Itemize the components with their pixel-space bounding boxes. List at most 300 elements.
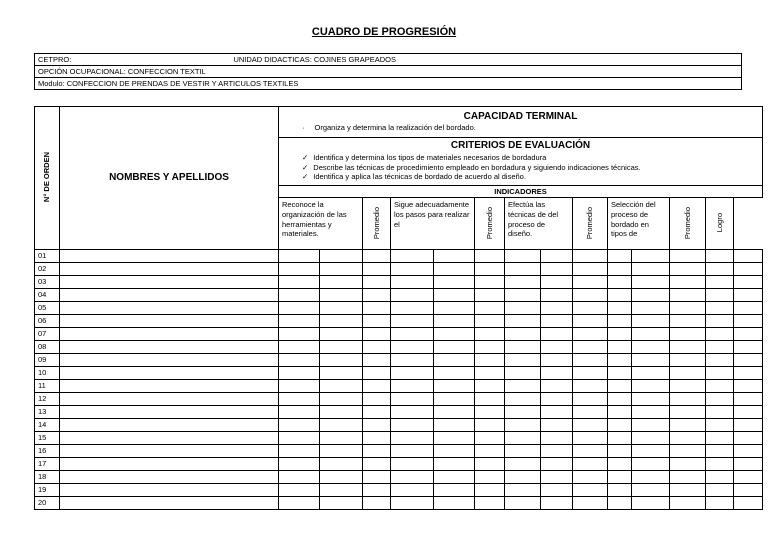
grade-cell[interactable] — [363, 302, 391, 315]
grade-cell[interactable] — [434, 458, 475, 471]
grade-cell[interactable] — [434, 471, 475, 484]
grade-cell[interactable] — [320, 432, 363, 445]
grade-cell[interactable] — [541, 367, 573, 380]
grade-cell[interactable] — [505, 445, 541, 458]
grade-cell[interactable] — [670, 328, 706, 341]
grade-cell[interactable] — [391, 393, 434, 406]
student-name-cell[interactable] — [60, 406, 279, 419]
grade-cell[interactable] — [608, 380, 632, 393]
grade-cell[interactable] — [734, 354, 763, 367]
grade-cell[interactable] — [505, 432, 541, 445]
grade-cell[interactable] — [475, 367, 505, 380]
grade-cell[interactable] — [475, 406, 505, 419]
grade-cell[interactable] — [632, 276, 670, 289]
grade-cell[interactable] — [363, 315, 391, 328]
grade-cell[interactable] — [632, 354, 670, 367]
grade-cell[interactable] — [475, 432, 505, 445]
grade-cell[interactable] — [670, 497, 706, 510]
grade-cell[interactable] — [573, 341, 608, 354]
grade-cell[interactable] — [670, 302, 706, 315]
grade-cell[interactable] — [608, 484, 632, 497]
grade-cell[interactable] — [391, 445, 434, 458]
grade-cell[interactable] — [505, 471, 541, 484]
grade-cell[interactable] — [434, 445, 475, 458]
grade-cell[interactable] — [706, 276, 734, 289]
grade-cell[interactable] — [670, 406, 706, 419]
grade-cell[interactable] — [734, 315, 763, 328]
grade-cell[interactable] — [706, 289, 734, 302]
grade-cell[interactable] — [434, 419, 475, 432]
grade-cell[interactable] — [706, 263, 734, 276]
grade-cell[interactable] — [706, 497, 734, 510]
grade-cell[interactable] — [670, 276, 706, 289]
grade-cell[interactable] — [279, 432, 320, 445]
grade-cell[interactable] — [505, 276, 541, 289]
grade-cell[interactable] — [541, 458, 573, 471]
grade-cell[interactable] — [279, 471, 320, 484]
grade-cell[interactable] — [505, 406, 541, 419]
grade-cell[interactable] — [541, 250, 573, 263]
grade-cell[interactable] — [434, 354, 475, 367]
grade-cell[interactable] — [706, 406, 734, 419]
grade-cell[interactable] — [573, 445, 608, 458]
grade-cell[interactable] — [391, 497, 434, 510]
grade-cell[interactable] — [434, 250, 475, 263]
grade-cell[interactable] — [475, 341, 505, 354]
grade-cell[interactable] — [279, 250, 320, 263]
grade-cell[interactable] — [573, 484, 608, 497]
grade-cell[interactable] — [608, 315, 632, 328]
grade-cell[interactable] — [734, 328, 763, 341]
grade-cell[interactable] — [670, 393, 706, 406]
grade-cell[interactable] — [434, 484, 475, 497]
grade-cell[interactable] — [363, 354, 391, 367]
grade-cell[interactable] — [706, 432, 734, 445]
student-name-cell[interactable] — [60, 419, 279, 432]
grade-cell[interactable] — [608, 497, 632, 510]
grade-cell[interactable] — [608, 445, 632, 458]
grade-cell[interactable] — [734, 393, 763, 406]
grade-cell[interactable] — [505, 302, 541, 315]
grade-cell[interactable] — [706, 419, 734, 432]
grade-cell[interactable] — [541, 341, 573, 354]
grade-cell[interactable] — [279, 406, 320, 419]
grade-cell[interactable] — [670, 341, 706, 354]
grade-cell[interactable] — [734, 276, 763, 289]
grade-cell[interactable] — [391, 289, 434, 302]
grade-cell[interactable] — [706, 393, 734, 406]
grade-cell[interactable] — [608, 419, 632, 432]
student-name-cell[interactable] — [60, 263, 279, 276]
grade-cell[interactable] — [734, 419, 763, 432]
grade-cell[interactable] — [434, 315, 475, 328]
student-name-cell[interactable] — [60, 458, 279, 471]
grade-cell[interactable] — [279, 393, 320, 406]
grade-cell[interactable] — [734, 263, 763, 276]
student-name-cell[interactable] — [60, 302, 279, 315]
grade-cell[interactable] — [320, 263, 363, 276]
grade-cell[interactable] — [505, 393, 541, 406]
grade-cell[interactable] — [434, 380, 475, 393]
grade-cell[interactable] — [541, 315, 573, 328]
grade-cell[interactable] — [608, 393, 632, 406]
grade-cell[interactable] — [320, 445, 363, 458]
grade-cell[interactable] — [434, 302, 475, 315]
grade-cell[interactable] — [434, 497, 475, 510]
grade-cell[interactable] — [670, 419, 706, 432]
grade-cell[interactable] — [670, 289, 706, 302]
grade-cell[interactable] — [279, 445, 320, 458]
grade-cell[interactable] — [734, 367, 763, 380]
grade-cell[interactable] — [573, 263, 608, 276]
grade-cell[interactable] — [279, 341, 320, 354]
grade-cell[interactable] — [391, 354, 434, 367]
student-name-cell[interactable] — [60, 276, 279, 289]
grade-cell[interactable] — [734, 302, 763, 315]
grade-cell[interactable] — [363, 393, 391, 406]
grade-cell[interactable] — [505, 341, 541, 354]
grade-cell[interactable] — [734, 484, 763, 497]
grade-cell[interactable] — [670, 354, 706, 367]
grade-cell[interactable] — [706, 315, 734, 328]
grade-cell[interactable] — [475, 497, 505, 510]
grade-cell[interactable] — [541, 263, 573, 276]
grade-cell[interactable] — [670, 432, 706, 445]
grade-cell[interactable] — [434, 406, 475, 419]
grade-cell[interactable] — [541, 497, 573, 510]
student-name-cell[interactable] — [60, 380, 279, 393]
grade-cell[interactable] — [573, 393, 608, 406]
grade-cell[interactable] — [320, 406, 363, 419]
grade-cell[interactable] — [363, 276, 391, 289]
grade-cell[interactable] — [608, 328, 632, 341]
grade-cell[interactable] — [320, 328, 363, 341]
grade-cell[interactable] — [505, 367, 541, 380]
grade-cell[interactable] — [279, 380, 320, 393]
grade-cell[interactable] — [475, 458, 505, 471]
grade-cell[interactable] — [608, 263, 632, 276]
grade-cell[interactable] — [541, 471, 573, 484]
grade-cell[interactable] — [391, 315, 434, 328]
grade-cell[interactable] — [541, 445, 573, 458]
grade-cell[interactable] — [632, 380, 670, 393]
grade-cell[interactable] — [706, 471, 734, 484]
grade-cell[interactable] — [475, 354, 505, 367]
grade-cell[interactable] — [541, 328, 573, 341]
grade-cell[interactable] — [434, 367, 475, 380]
grade-cell[interactable] — [632, 328, 670, 341]
grade-cell[interactable] — [632, 367, 670, 380]
grade-cell[interactable] — [632, 432, 670, 445]
grade-cell[interactable] — [541, 276, 573, 289]
grade-cell[interactable] — [608, 367, 632, 380]
grade-cell[interactable] — [363, 367, 391, 380]
grade-cell[interactable] — [632, 263, 670, 276]
grade-cell[interactable] — [632, 250, 670, 263]
grade-cell[interactable] — [320, 497, 363, 510]
grade-cell[interactable] — [363, 406, 391, 419]
grade-cell[interactable] — [734, 458, 763, 471]
grade-cell[interactable] — [632, 315, 670, 328]
grade-cell[interactable] — [391, 341, 434, 354]
grade-cell[interactable] — [320, 315, 363, 328]
grade-cell[interactable] — [632, 471, 670, 484]
grade-cell[interactable] — [573, 406, 608, 419]
grade-cell[interactable] — [279, 354, 320, 367]
grade-cell[interactable] — [391, 419, 434, 432]
grade-cell[interactable] — [734, 406, 763, 419]
grade-cell[interactable] — [320, 250, 363, 263]
grade-cell[interactable] — [279, 276, 320, 289]
grade-cell[interactable] — [706, 328, 734, 341]
grade-cell[interactable] — [541, 432, 573, 445]
grade-cell[interactable] — [391, 432, 434, 445]
grade-cell[interactable] — [670, 458, 706, 471]
grade-cell[interactable] — [573, 302, 608, 315]
grade-cell[interactable] — [505, 484, 541, 497]
grade-cell[interactable] — [541, 484, 573, 497]
grade-cell[interactable] — [505, 250, 541, 263]
grade-cell[interactable] — [573, 250, 608, 263]
student-name-cell[interactable] — [60, 328, 279, 341]
grade-cell[interactable] — [434, 432, 475, 445]
grade-cell[interactable] — [391, 471, 434, 484]
grade-cell[interactable] — [734, 250, 763, 263]
grade-cell[interactable] — [706, 250, 734, 263]
grade-cell[interactable] — [608, 302, 632, 315]
grade-cell[interactable] — [279, 419, 320, 432]
grade-cell[interactable] — [608, 250, 632, 263]
grade-cell[interactable] — [279, 458, 320, 471]
grade-cell[interactable] — [434, 289, 475, 302]
grade-cell[interactable] — [505, 289, 541, 302]
grade-cell[interactable] — [734, 289, 763, 302]
grade-cell[interactable] — [434, 276, 475, 289]
grade-cell[interactable] — [608, 341, 632, 354]
grade-cell[interactable] — [434, 328, 475, 341]
grade-cell[interactable] — [363, 250, 391, 263]
grade-cell[interactable] — [670, 471, 706, 484]
grade-cell[interactable] — [434, 263, 475, 276]
grade-cell[interactable] — [279, 484, 320, 497]
grade-cell[interactable] — [632, 484, 670, 497]
grade-cell[interactable] — [706, 341, 734, 354]
grade-cell[interactable] — [391, 328, 434, 341]
grade-cell[interactable] — [573, 354, 608, 367]
grade-cell[interactable] — [475, 419, 505, 432]
grade-cell[interactable] — [279, 289, 320, 302]
grade-cell[interactable] — [608, 432, 632, 445]
grade-cell[interactable] — [363, 458, 391, 471]
grade-cell[interactable] — [279, 315, 320, 328]
grade-cell[interactable] — [320, 471, 363, 484]
grade-cell[interactable] — [320, 393, 363, 406]
grade-cell[interactable] — [541, 406, 573, 419]
grade-cell[interactable] — [573, 497, 608, 510]
grade-cell[interactable] — [670, 445, 706, 458]
grade-cell[interactable] — [608, 276, 632, 289]
grade-cell[interactable] — [475, 393, 505, 406]
grade-cell[interactable] — [734, 471, 763, 484]
grade-cell[interactable] — [279, 497, 320, 510]
grade-cell[interactable] — [475, 302, 505, 315]
grade-cell[interactable] — [706, 380, 734, 393]
grade-cell[interactable] — [391, 458, 434, 471]
grade-cell[interactable] — [541, 289, 573, 302]
grade-cell[interactable] — [391, 367, 434, 380]
grade-cell[interactable] — [475, 263, 505, 276]
grade-cell[interactable] — [320, 458, 363, 471]
grade-cell[interactable] — [391, 484, 434, 497]
grade-cell[interactable] — [363, 432, 391, 445]
student-name-cell[interactable] — [60, 445, 279, 458]
student-name-cell[interactable] — [60, 393, 279, 406]
grade-cell[interactable] — [391, 380, 434, 393]
student-name-cell[interactable] — [60, 250, 279, 263]
grade-cell[interactable] — [670, 484, 706, 497]
grade-cell[interactable] — [541, 302, 573, 315]
grade-cell[interactable] — [505, 315, 541, 328]
grade-cell[interactable] — [573, 471, 608, 484]
grade-cell[interactable] — [632, 419, 670, 432]
grade-cell[interactable] — [475, 484, 505, 497]
grade-cell[interactable] — [320, 341, 363, 354]
grade-cell[interactable] — [632, 497, 670, 510]
grade-cell[interactable] — [608, 406, 632, 419]
grade-cell[interactable] — [279, 263, 320, 276]
grade-cell[interactable] — [573, 419, 608, 432]
grade-cell[interactable] — [475, 471, 505, 484]
grade-cell[interactable] — [279, 302, 320, 315]
grade-cell[interactable] — [363, 484, 391, 497]
grade-cell[interactable] — [734, 445, 763, 458]
student-name-cell[interactable] — [60, 315, 279, 328]
grade-cell[interactable] — [706, 445, 734, 458]
grade-cell[interactable] — [706, 302, 734, 315]
grade-cell[interactable] — [363, 328, 391, 341]
grade-cell[interactable] — [632, 341, 670, 354]
grade-cell[interactable] — [391, 302, 434, 315]
student-name-cell[interactable] — [60, 354, 279, 367]
grade-cell[interactable] — [541, 419, 573, 432]
grade-cell[interactable] — [541, 380, 573, 393]
grade-cell[interactable] — [320, 289, 363, 302]
grade-cell[interactable] — [573, 380, 608, 393]
grade-cell[interactable] — [670, 250, 706, 263]
student-name-cell[interactable] — [60, 289, 279, 302]
grade-cell[interactable] — [706, 484, 734, 497]
grade-cell[interactable] — [505, 458, 541, 471]
grade-cell[interactable] — [734, 380, 763, 393]
grade-cell[interactable] — [706, 354, 734, 367]
student-name-cell[interactable] — [60, 484, 279, 497]
grade-cell[interactable] — [706, 458, 734, 471]
grade-cell[interactable] — [391, 263, 434, 276]
grade-cell[interactable] — [363, 263, 391, 276]
grade-cell[interactable] — [573, 328, 608, 341]
grade-cell[interactable] — [632, 302, 670, 315]
grade-cell[interactable] — [320, 354, 363, 367]
student-name-cell[interactable] — [60, 341, 279, 354]
grade-cell[interactable] — [475, 276, 505, 289]
grade-cell[interactable] — [320, 419, 363, 432]
grade-cell[interactable] — [391, 250, 434, 263]
grade-cell[interactable] — [573, 458, 608, 471]
student-name-cell[interactable] — [60, 497, 279, 510]
grade-cell[interactable] — [608, 354, 632, 367]
grade-cell[interactable] — [363, 445, 391, 458]
grade-cell[interactable] — [608, 289, 632, 302]
grade-cell[interactable] — [706, 367, 734, 380]
grade-cell[interactable] — [320, 367, 363, 380]
grade-cell[interactable] — [391, 276, 434, 289]
grade-cell[interactable] — [632, 393, 670, 406]
grade-cell[interactable] — [475, 380, 505, 393]
grade-cell[interactable] — [475, 328, 505, 341]
grade-cell[interactable] — [320, 484, 363, 497]
student-name-cell[interactable] — [60, 432, 279, 445]
grade-cell[interactable] — [670, 263, 706, 276]
grade-cell[interactable] — [363, 341, 391, 354]
grade-cell[interactable] — [505, 419, 541, 432]
grade-cell[interactable] — [475, 315, 505, 328]
grade-cell[interactable] — [608, 458, 632, 471]
grade-cell[interactable] — [573, 315, 608, 328]
grade-cell[interactable] — [734, 432, 763, 445]
grade-cell[interactable] — [434, 341, 475, 354]
student-name-cell[interactable] — [60, 471, 279, 484]
grade-cell[interactable] — [475, 445, 505, 458]
grade-cell[interactable] — [505, 380, 541, 393]
grade-cell[interactable] — [573, 276, 608, 289]
grade-cell[interactable] — [573, 432, 608, 445]
grade-cell[interactable] — [434, 393, 475, 406]
grade-cell[interactable] — [363, 471, 391, 484]
grade-cell[interactable] — [734, 497, 763, 510]
grade-cell[interactable] — [670, 367, 706, 380]
grade-cell[interactable] — [475, 250, 505, 263]
grade-cell[interactable] — [320, 380, 363, 393]
grade-cell[interactable] — [573, 367, 608, 380]
grade-cell[interactable] — [505, 354, 541, 367]
grade-cell[interactable] — [632, 458, 670, 471]
grade-cell[interactable] — [541, 354, 573, 367]
grade-cell[interactable] — [632, 445, 670, 458]
grade-cell[interactable] — [541, 393, 573, 406]
grade-cell[interactable] — [279, 367, 320, 380]
grade-cell[interactable] — [734, 341, 763, 354]
grade-cell[interactable] — [505, 497, 541, 510]
grade-cell[interactable] — [363, 419, 391, 432]
grade-cell[interactable] — [632, 289, 670, 302]
grade-cell[interactable] — [279, 328, 320, 341]
grade-cell[interactable] — [670, 380, 706, 393]
grade-cell[interactable] — [320, 276, 363, 289]
grade-cell[interactable] — [608, 471, 632, 484]
grade-cell[interactable] — [670, 315, 706, 328]
grade-cell[interactable] — [320, 302, 363, 315]
grade-cell[interactable] — [391, 406, 434, 419]
grade-cell[interactable] — [363, 380, 391, 393]
grade-cell[interactable] — [363, 497, 391, 510]
grade-cell[interactable] — [505, 328, 541, 341]
grade-cell[interactable] — [475, 289, 505, 302]
grade-cell[interactable] — [573, 289, 608, 302]
student-name-cell[interactable] — [60, 367, 279, 380]
grade-cell[interactable] — [505, 263, 541, 276]
grade-cell[interactable] — [632, 406, 670, 419]
grade-cell[interactable] — [363, 289, 391, 302]
